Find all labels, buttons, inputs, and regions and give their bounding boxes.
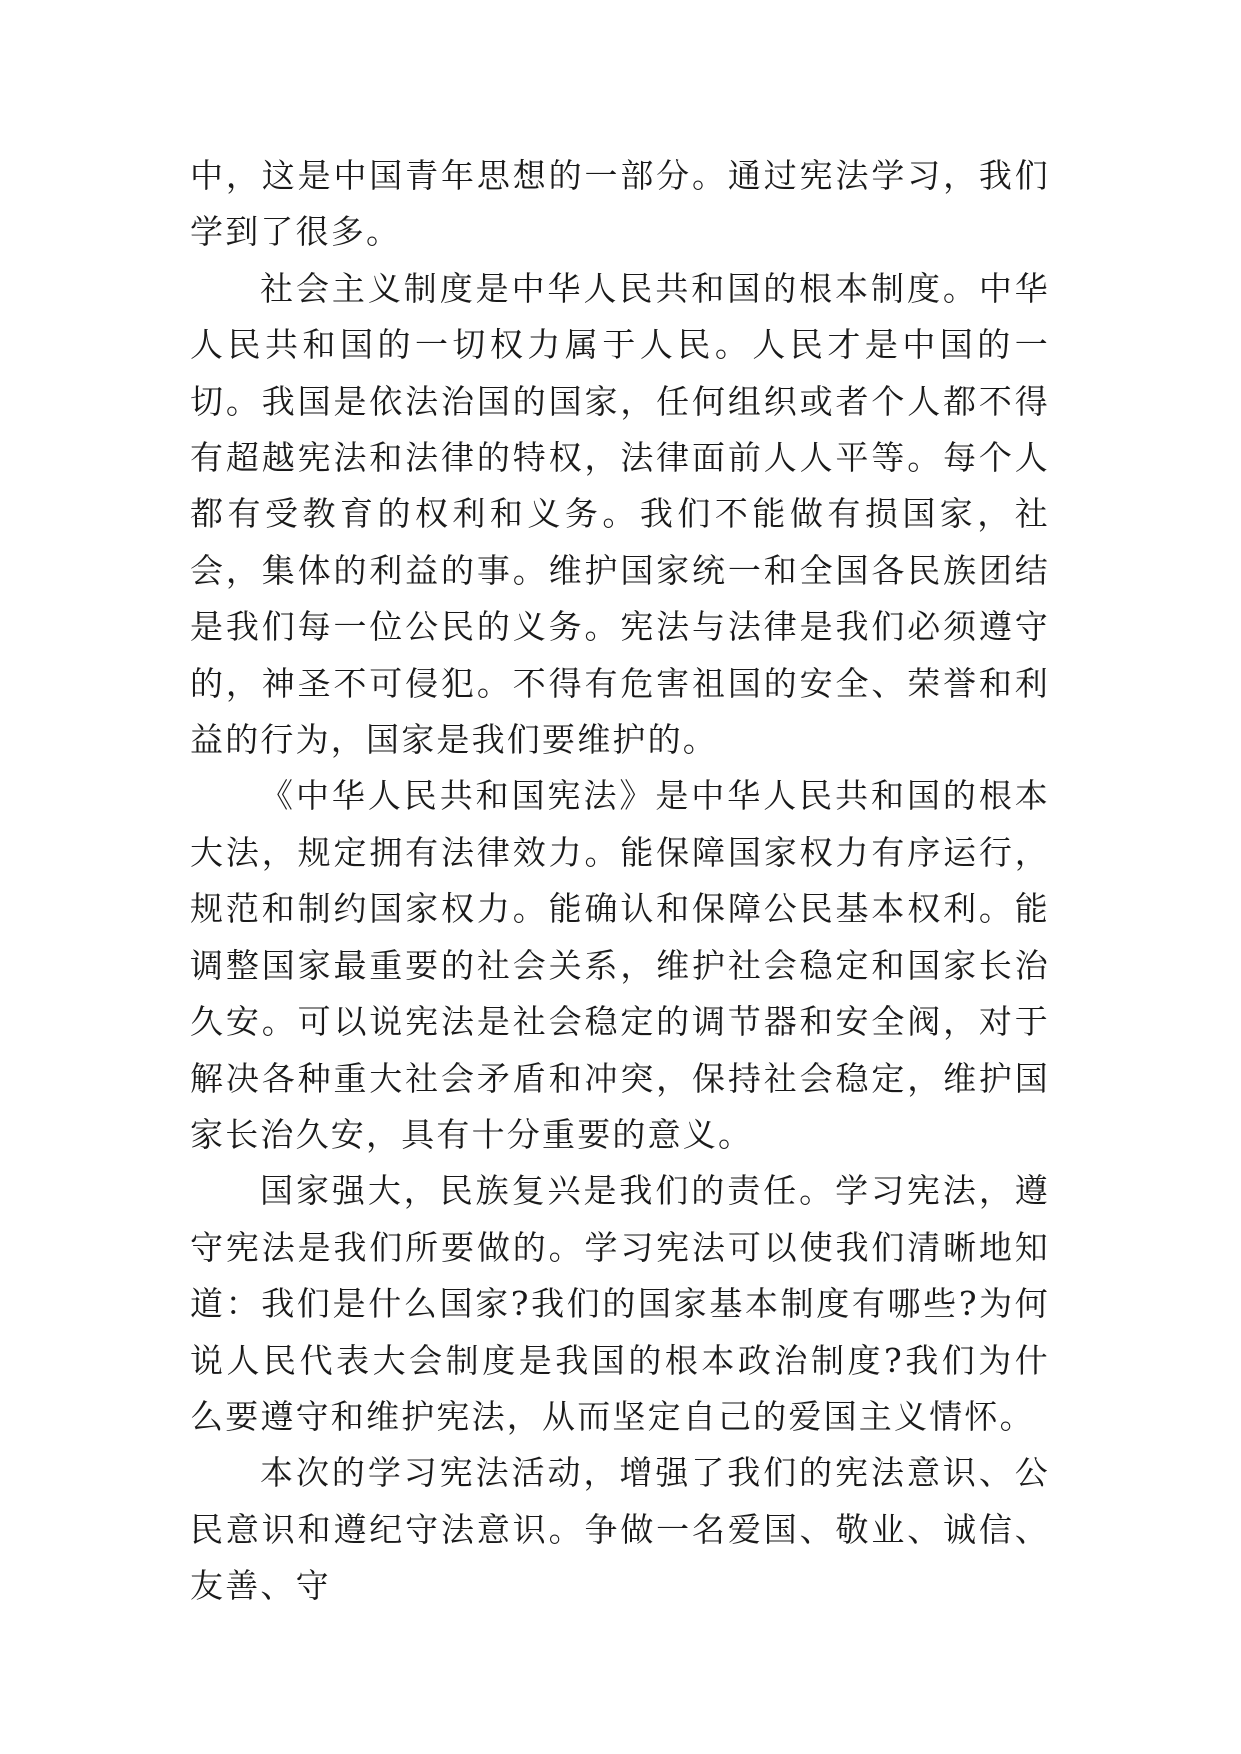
paragraph-national-responsibility: 国家强大，民族复兴是我们的责任。学习宪法，遵守宪法是我们所要做的。学习宪法可以使我们清晰地知道：我们是什么国家?我们的国家基本制度有哪些?为何说人民代表大会制度是我国的根本政治制度?我们为什么要遵守和维护宪法，从而坚定自己的爱国主义情怀。 — [190, 1171, 1050, 1436]
paragraph-activity-summary: 本次的学习宪法活动，增强了我们的宪法意识、公民意识和遵纪守法意识。争做一名爱国、敬业、诚信、友善、守 — [190, 1453, 1050, 1606]
paragraph-continuation: 中，这是中国青年思想的一部分。通过宪法学习，我们学到了很多。 — [190, 156, 1050, 252]
document-body — [190, 148, 1050, 1615]
paragraph-socialist-system: 社会主义制度是中华人民共和国的根本制度。中华人民共和国的一切权力属于人民。人民才是中国的一切。我国是依法治国的国家，任何组织或者个人都不得有超越宪法和法律的特权，法律面前人人平等。每个人都有受教育的权利和义务。我们不能做有损国家，社会，集体的利益的事。维护国家统一和全国各民族团结是我们每一位公民的义务。宪法与法律是我们必须遵守的，神圣不可侵犯。不得有危害祖国的安全、荣誉和利益的行为，国家是我们要维护的。 — [190, 268, 1050, 760]
paragraph-constitution-role: 《中华人民共和国宪法》是中华人民共和国的根本大法，规定拥有法律效力。能保障国家权力有序运行，规范和制约国家权力。能确认和保障公民基本权利。能调整国家最重要的社会关系，维护社会稳定和国家长治久安。可以说宪法是社会稳定的调节器和安全阀，对于解决各种重大社会矛盾和冲突，保持社会稳定，维护国家长治久安，具有十分重要的意义。 — [190, 776, 1050, 1154]
